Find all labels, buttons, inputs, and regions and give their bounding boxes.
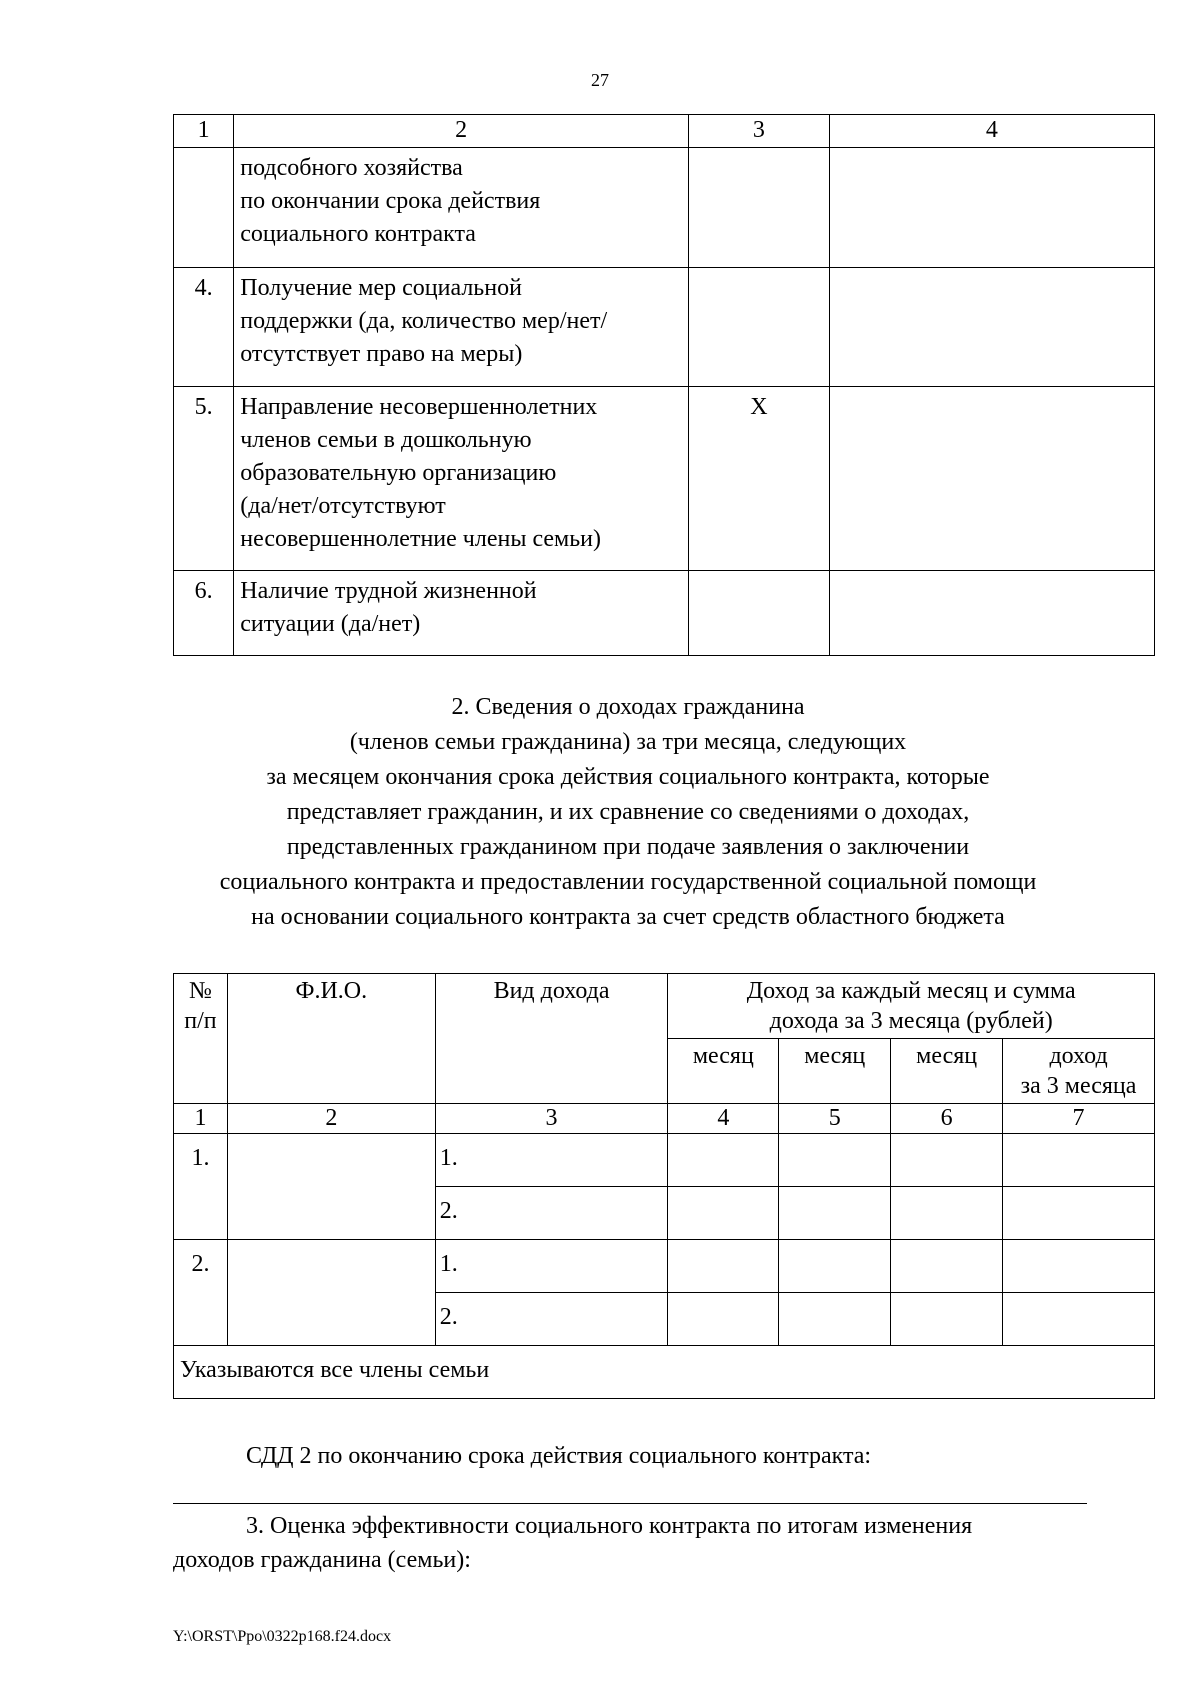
column-number-cell: 7 [1003,1104,1155,1134]
column-number-cell: 3 [435,1104,668,1134]
column-number-cell: 1 [174,115,234,148]
total-value-cell [1003,1240,1155,1293]
row-number-cell: 6. [174,571,234,656]
header-total-line: за 3 месяца [1020,1073,1137,1099]
table-header-row [174,974,1155,1039]
row-text-line: образовательную организацию [240,460,557,486]
row-text-cell [234,268,689,387]
header-fio-cell: Ф.И.О. [227,974,435,1104]
value-cell [689,571,830,656]
column-number-cell: 5 [779,1104,891,1134]
column-number-cell: 4 [829,115,1154,148]
header-number-line: № [189,978,212,1004]
month-value-cell [668,1293,779,1346]
month-value-cell [891,1240,1003,1293]
income-table [173,973,1155,1399]
heading-line: на основании социального контракта за счет средств областного бюджета [251,904,1005,930]
row-text-cell [234,148,689,268]
column-number-cell: 4 [668,1104,779,1134]
income-type-cell: 2. [435,1187,668,1240]
month-value-cell [668,1187,779,1240]
month-value-cell [779,1187,891,1240]
sdd-label: СДД 2 по окончанию срока действия социального контракта: [246,1443,872,1469]
header-month-cell: месяц [779,1039,891,1104]
header-number-line: п/п [184,1008,217,1034]
month-value-cell [779,1134,891,1187]
table-row [174,1240,1155,1293]
month-value-cell [668,1134,779,1187]
row-text-line: ситуации (да/нет) [240,611,421,637]
income-type-cell: 1. [435,1240,668,1293]
section-2-heading [150,690,1106,935]
total-value-cell [1003,1187,1155,1240]
row-number-cell: 5. [174,387,234,571]
column-number-cell: 1 [174,1104,228,1134]
income-type-cell: 1. [435,1134,668,1187]
file-path-footer: Y:\ORST\Ppo\0322p168.f24.docx [173,1628,392,1645]
month-value-cell [779,1240,891,1293]
table-header-row [174,115,1155,148]
value-cell [829,387,1154,571]
heading-line: представленных гражданином при подаче заявления о заключении [286,834,970,860]
value-cell [829,571,1154,656]
row-text-line: поддержки (да, количество мер/нет/ [240,308,608,334]
row-text-line: по окончании срока действия [240,188,541,214]
table-footer-row [174,1346,1155,1399]
header-income-type-cell: Вид дохода [435,974,668,1104]
header-income-group-cell [668,974,1155,1039]
month-value-cell [779,1293,891,1346]
fio-cell [227,1240,435,1346]
heading-line: за месяцем окончания срока действия социального контракта, которые [266,764,990,790]
row-text-cell [234,571,689,656]
row-text-line: Получение мер социальной [240,275,522,301]
row-text-line: членов семьи в дошкольную [240,427,532,453]
header-income-group-line: Доход за каждый месяц и сумма [746,978,1076,1004]
row-text-line: (да/нет/отсутствуют [240,493,446,519]
fill-in-line [173,1503,1087,1504]
row-number-cell [174,148,234,268]
heading-line: 2. Сведения о доходах гражданина [451,694,805,720]
heading-line: доходов гражданина (семьи): [173,1547,471,1573]
row-number-cell: 2. [174,1240,228,1346]
table-row [174,1134,1155,1187]
month-value-cell [891,1187,1003,1240]
row-text-line: несовершеннолетние члены семьи) [240,526,602,552]
row-number-cell: 1. [174,1134,228,1240]
section-3-heading [173,1509,1173,1577]
table-row [174,268,1155,387]
value-cell [689,268,830,387]
header-income-group-line: дохода за 3 месяца (рублей) [769,1008,1053,1034]
total-value-cell [1003,1134,1155,1187]
total-value-cell [1003,1293,1155,1346]
row-text-line: отсутствует право на меры) [240,341,523,367]
column-number-cell: 2 [234,115,689,148]
column-number-cell: 3 [689,115,830,148]
column-number-cell: 2 [227,1104,435,1134]
heading-line: (членов семьи гражданина) за три месяца, следующих [349,729,907,755]
row-text-line: Направление несовершеннолетних [240,394,598,420]
row-text-cell [234,387,689,571]
month-value-cell [891,1134,1003,1187]
month-value-cell [668,1240,779,1293]
month-value-cell [891,1293,1003,1346]
row-text-line: социального контракта [240,221,476,247]
header-total-line: доход [1049,1043,1108,1069]
header-month-cell: месяц [668,1039,779,1104]
value-cell [829,268,1154,387]
heading-line: социального контракта и предоставлении государственной социальной помощи [219,869,1037,895]
fio-cell [227,1134,435,1240]
table-row [174,571,1155,656]
column-number-cell: 6 [891,1104,1003,1134]
value-cell [689,148,830,268]
row-text-line: подсобного хозяйства [240,155,463,181]
value-cell [829,148,1154,268]
table-row [174,148,1155,268]
column-numbers-row [174,1104,1155,1134]
row-number-cell: 4. [174,268,234,387]
table-row [174,387,1155,571]
header-month-cell: месяц [891,1039,1003,1104]
page-number: 27 [591,70,609,90]
table-footer-note: Указываются все члены семьи [174,1346,1155,1399]
row-text-line: Наличие трудной жизненной [240,578,537,604]
income-type-cell: 2. [435,1293,668,1346]
value-cell: X [689,387,830,571]
heading-line: представляет гражданин, и их сравнение со сведениями о доходах, [286,799,970,825]
header-number-cell [174,974,228,1104]
header-total-cell [1003,1039,1155,1104]
heading-line: 3. Оценка эффективности социального контракта по итогам изменения [246,1513,973,1539]
continuation-table [173,114,1155,656]
